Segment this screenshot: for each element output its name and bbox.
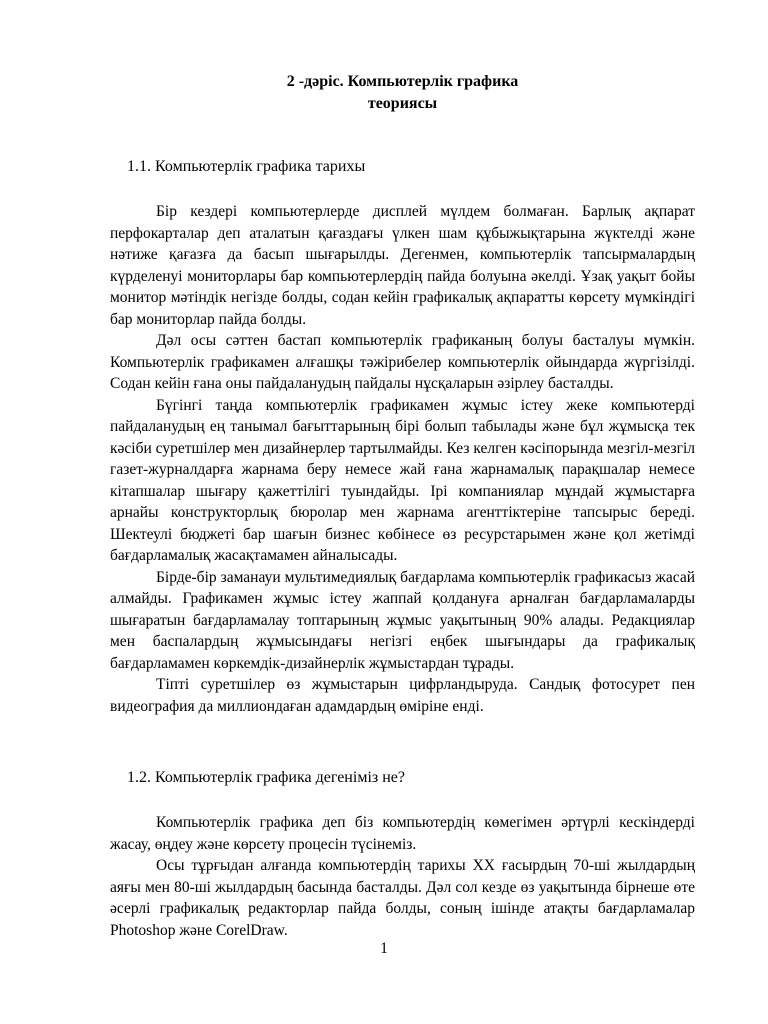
- paragraph: Тіпті суретшілер өз жұмыстарын цифрландыруда. Сандық фотосурет пен видеография да миллиондаған адамдардың өміріне енді.: [110, 676, 695, 715]
- title-line-2: теориясы: [367, 95, 438, 112]
- paragraph: Компьютерлік графика деп біз компьютердің көмегімен әртүрлі кескіндерді жасау, өңдеу және көрсету процесін түсінеміз.: [110, 814, 695, 853]
- section-heading-1-2: 1.2. Компьютерлік графика дегеніміз не?: [127, 769, 405, 786]
- section-1-1-body: [110, 201, 695, 717]
- paragraph: Бірде-бір заманауи мультимедиялық бағдарлама компьютерлік графикасыз жасай алмайды. Графикамен жұмыс істеу жаппай қолдануға арналған бағдарламаларды шығаратын бағдарламалау топтарының жұмыс уақытының 90% алады. Редакциялар мен баспалардың жұмысындағы негізгі еңбек шығындары да графикалық бағдарламамен көркемдік-дизайнерлік жұмыстардан тұрады.: [110, 568, 695, 672]
- paragraph: Бір кездері компьютерлерде дисплей мүлдем болмаған. Барлық ақпарат перфокарталар деп аталатын қағаздағы үлкен шам құбыжықтарына жүктелді және нәтиже қағазға да басып шығарылды. Дегенмен, компьютерлік тапсырмалардың күрделенуі мониторлары бар компьютерлердің пайда болуына әкелді. Ұзақ уақыт бойы монитор мәтіндік негізде болды, содан кейін графикалық ақпаратты көрсету мүмкіндігі бар мониторлар пайда болды.: [110, 203, 695, 328]
- section-1-2-body: [110, 812, 695, 941]
- paragraph: Дәл осы сәттен бастап компьютерлік графиканың болуы басталуы мүмкін. Компьютерлік графикамен алғашқы тәжірибелер компьютерлік ойындарда жүргізілді. Содан кейін ғана оны пайдаланудың пайдалы нұсқаларын әзірлеу басталды.: [110, 332, 695, 392]
- paragraph: Бүгінгі таңда компьютерлік графикамен жұмыс істеу жеке компьютерді пайдаланудың ең танымал бағыттарының бірі болып табылады және бұл жұмысқа тек кәсіби суретшілер мен дизайнерлер тартылмайды. Кез келген кәсіпорында мезгіл-мезгіл газет-журналдарға жарнама беру немесе жай ғана жарнамалық парақшалар немесе кітапшалар шығару қажеттілігі туындайды. Ірі компаниялар мұндай жұмыстарға арнайы конструкторлық бюролар мен жарнама агенттіктеріне тапсырыс береді. Шектеулі бюджеті бар шағын бизнес көбінесе өз ресурстарымен және қол жетімді бағдарламалық жасақтамамен айналысады.: [110, 396, 695, 564]
- page-number: 1: [380, 940, 388, 957]
- title-line-1: 2 -дәріс. Компьютерлік графика: [286, 73, 519, 90]
- section-heading-1-1: 1.1. Компьютерлік графика тарихы: [127, 158, 366, 175]
- page-title: [110, 71, 695, 115]
- paragraph: Осы тұрғыдан алғанда компьютердің тарихы XX ғасырдың 70-ші жылдардың аяғы мен 80-ші жылдардың басында басталды. Дәл сол кезде өз уақытында бірнеше өте әсерлі графикалық редакторлар пайда болды, соның ішінде атақты бағдарламалар Photoshop және CorelDraw.: [110, 857, 695, 939]
